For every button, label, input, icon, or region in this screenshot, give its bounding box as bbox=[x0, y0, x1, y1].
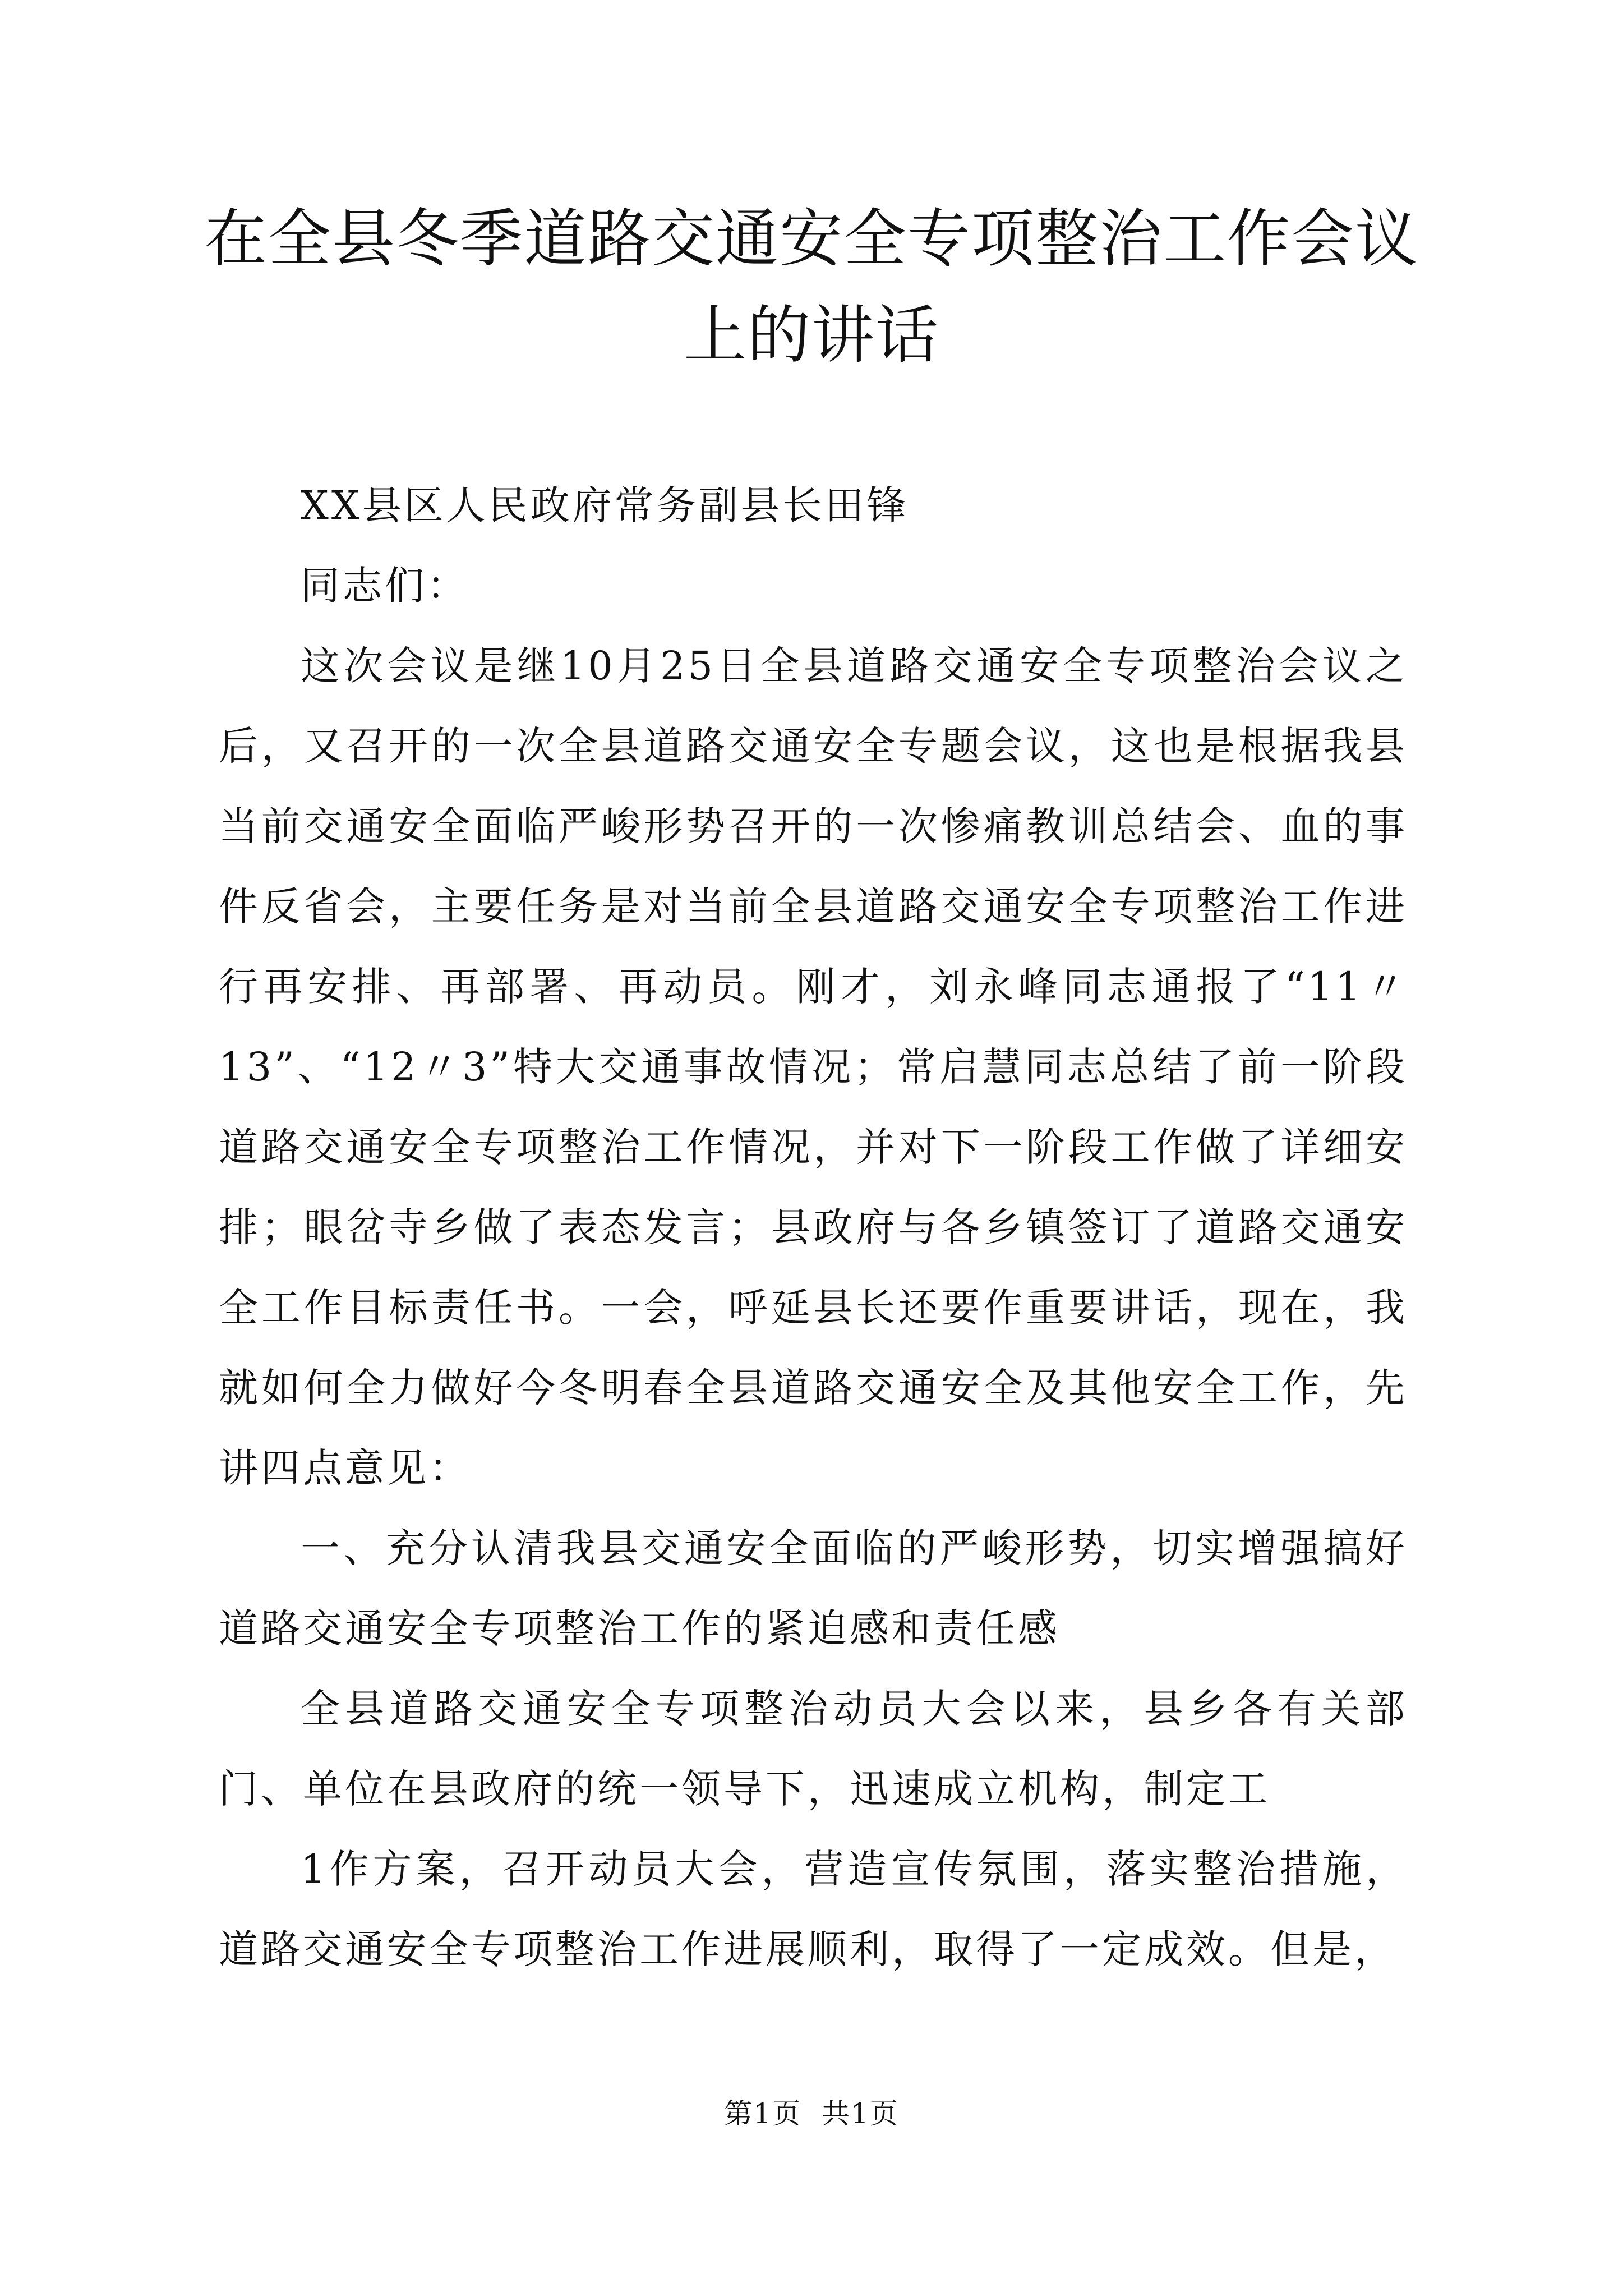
body-paragraph: 这次会议是继10月25日全县道路交通安全专项整治会议之后，又召开的一次全县道路交通安全专题会议，这也是根据我县当前交通安全面临严峻形势召开的一次惨痛教训总结会、血的事件反省会，主要任务是对当前全县道路交通安全专项整治工作进行再安排、再部署、再动员。刚才，刘永峰同志通报了“11〃13”、“12〃3”特大交通事故情况；常启慧同志总结了前一阶段道路交通安全专项整治工作情况，并对下一阶段工作做了详细安排；眼岔寺乡做了表态发言；县政府与各乡镇签订了道路交通安全工作目标责任书。一会，呼延县长还要作重要讲话，现在，我就如何全力做好今冬明春全县道路交通安全及其他安全工作，先讲四点意见： bbox=[219, 643, 1408, 1491]
author-line: XX县区人民政府常务副县长田锋 bbox=[301, 482, 909, 528]
document-body bbox=[219, 466, 1408, 1990]
page-number: 第1页 共1页 bbox=[724, 2097, 899, 2130]
body-paragraph: 全县道路交通安全专项整治动员大会以来，县乡各有关部门、单位在县政府的统一领导下，迅速成立机构，制定工 bbox=[219, 1686, 1408, 1812]
page-footer bbox=[0, 2097, 1623, 2131]
section-heading: 一、充分认清我县交通安全面临的严峻形势，切实增强搞好道路交通安全专项整治工作的紧迫感和责任感 bbox=[219, 1525, 1408, 1651]
document-title: 在全县冬季道路交通安全专项整治工作会议上的讲话 bbox=[204, 203, 1419, 372]
body-paragraph: 1作方案，召开动员大会，营造宣传氛围，落实整治措施，道路交通安全专项整治工作进展顺利，取得了一定成效。但是， bbox=[219, 1846, 1408, 1972]
salutation: 同志们： bbox=[301, 563, 469, 609]
